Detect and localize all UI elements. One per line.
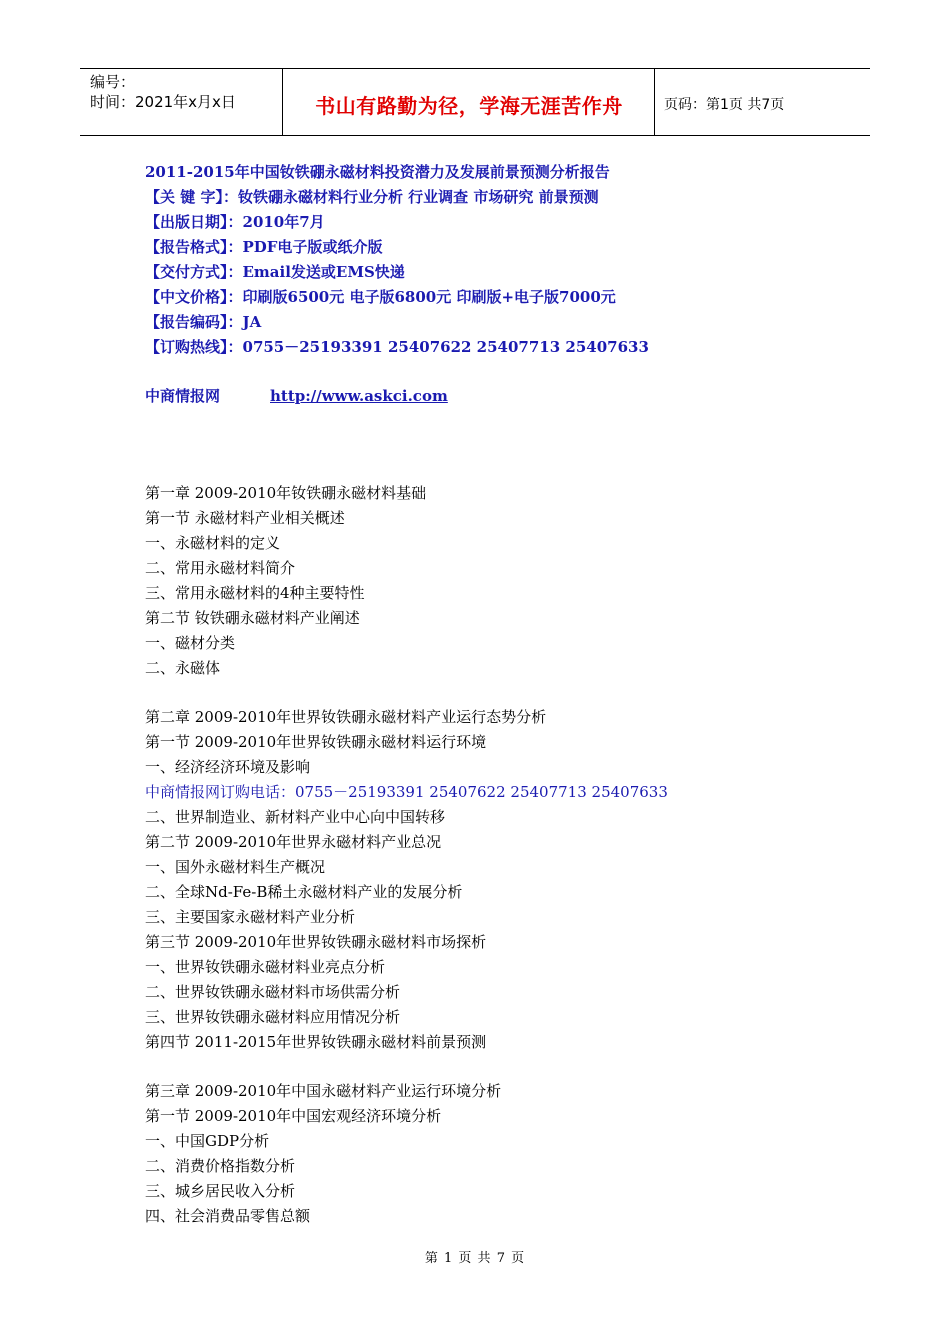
toc-entry: 一、中国GDP分析	[145, 1132, 270, 1150]
toc-chapter-3	[145, 1079, 501, 1229]
toc-entry: 第一章 2009-2010年钕铁硼永磁材料基础	[145, 484, 427, 502]
report-delivery: 【交付方式】：Email发送或EMS快递	[145, 263, 405, 281]
header-top-rule	[80, 68, 870, 69]
toc-chapter-1	[145, 481, 426, 681]
report-title: 2011-2015年中国钕铁硼永磁材料投资潜力及发展前景预测分析报告	[145, 163, 610, 181]
report-code: 【报告编码】：JA	[145, 313, 262, 331]
header-left-cell	[90, 72, 236, 112]
toc-order-phone: 中商情报网订购电话：0755－25193391 25407622 25407713 25407633	[145, 783, 668, 801]
toc-chapter-2	[145, 705, 668, 1055]
toc-entry: 二、消费价格指数分析	[145, 1157, 296, 1175]
toc-entry: 二、世界钕铁硼永磁材料市场供需分析	[145, 983, 401, 1001]
header-divider-right	[654, 68, 655, 136]
report-price: 【中文价格】：印刷版6500元 电子版6800元 印刷版+电子版7000元	[145, 288, 616, 306]
toc-entry: 第三章 2009-2010年中国永磁材料产业运行环境分析	[145, 1082, 502, 1100]
toc-entry: 第四节 2011-2015年世界钕铁硼永磁材料前景预测	[145, 1033, 487, 1051]
report-hotline: 【订购热线】：0755－25193391 25407622 25407713 25407633	[145, 338, 649, 356]
toc-entry: 二、全球Nd-Fe-B稀土永磁材料产业的发展分析	[145, 883, 463, 901]
toc-entry: 第二节 钕铁硼永磁材料产业阐述	[145, 609, 360, 627]
toc-entry: 第二节 2009-2010年世界永磁材料产业总况	[145, 833, 442, 851]
site-name: 中商情报网	[145, 387, 221, 405]
toc-entry: 一、永磁材料的定义	[145, 534, 281, 552]
header-motto: 书山有路勤为径，学海无涯苦作舟	[315, 94, 623, 118]
toc-entry: 一、国外永磁材料生产概况	[145, 858, 326, 876]
toc-entry: 一、世界钕铁硼永磁材料业亮点分析	[145, 958, 386, 976]
header-divider-left	[282, 68, 283, 136]
toc-entry: 第一节 永磁材料产业相关概述	[145, 509, 345, 527]
header-bottom-rule	[80, 135, 870, 136]
toc-entry: 第三节 2009-2010年世界钕铁硼永磁材料市场探析	[145, 933, 487, 951]
number-label: 编号：	[90, 73, 136, 91]
site-url-link[interactable]: http://www.askci.com	[270, 387, 448, 405]
toc-entry: 三、常用永磁材料的4种主要特性	[145, 584, 365, 602]
report-pub-date: 【出版日期】：2010年7月	[145, 213, 325, 231]
toc-entry: 二、世界制造业、新材料产业中心向中国转移	[145, 808, 446, 826]
toc-entry: 第一节 2009-2010年中国宏观经济环境分析	[145, 1107, 442, 1125]
toc-entry: 三、世界钕铁硼永磁材料应用情况分析	[145, 1008, 401, 1026]
toc-entry: 二、永磁体	[145, 659, 221, 677]
toc-entry: 二、常用永磁材料简介	[145, 559, 296, 577]
toc-entry: 三、城乡居民收入分析	[145, 1182, 296, 1200]
toc-entry: 第一节 2009-2010年世界钕铁硼永磁材料运行环境	[145, 733, 487, 751]
toc-entry: 一、经济经济环境及影响	[145, 758, 311, 776]
toc-entry: 三、主要国家永磁材料产业分析	[145, 908, 356, 926]
toc-entry: 一、磁材分类	[145, 634, 236, 652]
report-keywords: 【关 键 字】：钕铁硼永磁材料行业分析 行业调查 市场研究 前景预测	[145, 188, 599, 206]
toc-entry: 四、社会消费品零售总额	[145, 1207, 311, 1225]
page-footer: 第 1 页 共 7 页	[424, 1251, 526, 1266]
header-page-info: 页码：第1页 共7页	[664, 97, 785, 113]
report-meta	[145, 160, 649, 360]
date-label: 时间：2021年x月x日	[90, 93, 236, 111]
site-line	[145, 385, 448, 407]
toc-entry: 第二章 2009-2010年世界钕铁硼永磁材料产业运行态势分析	[145, 708, 547, 726]
report-format: 【报告格式】：PDF电子版或纸介版	[145, 238, 383, 256]
